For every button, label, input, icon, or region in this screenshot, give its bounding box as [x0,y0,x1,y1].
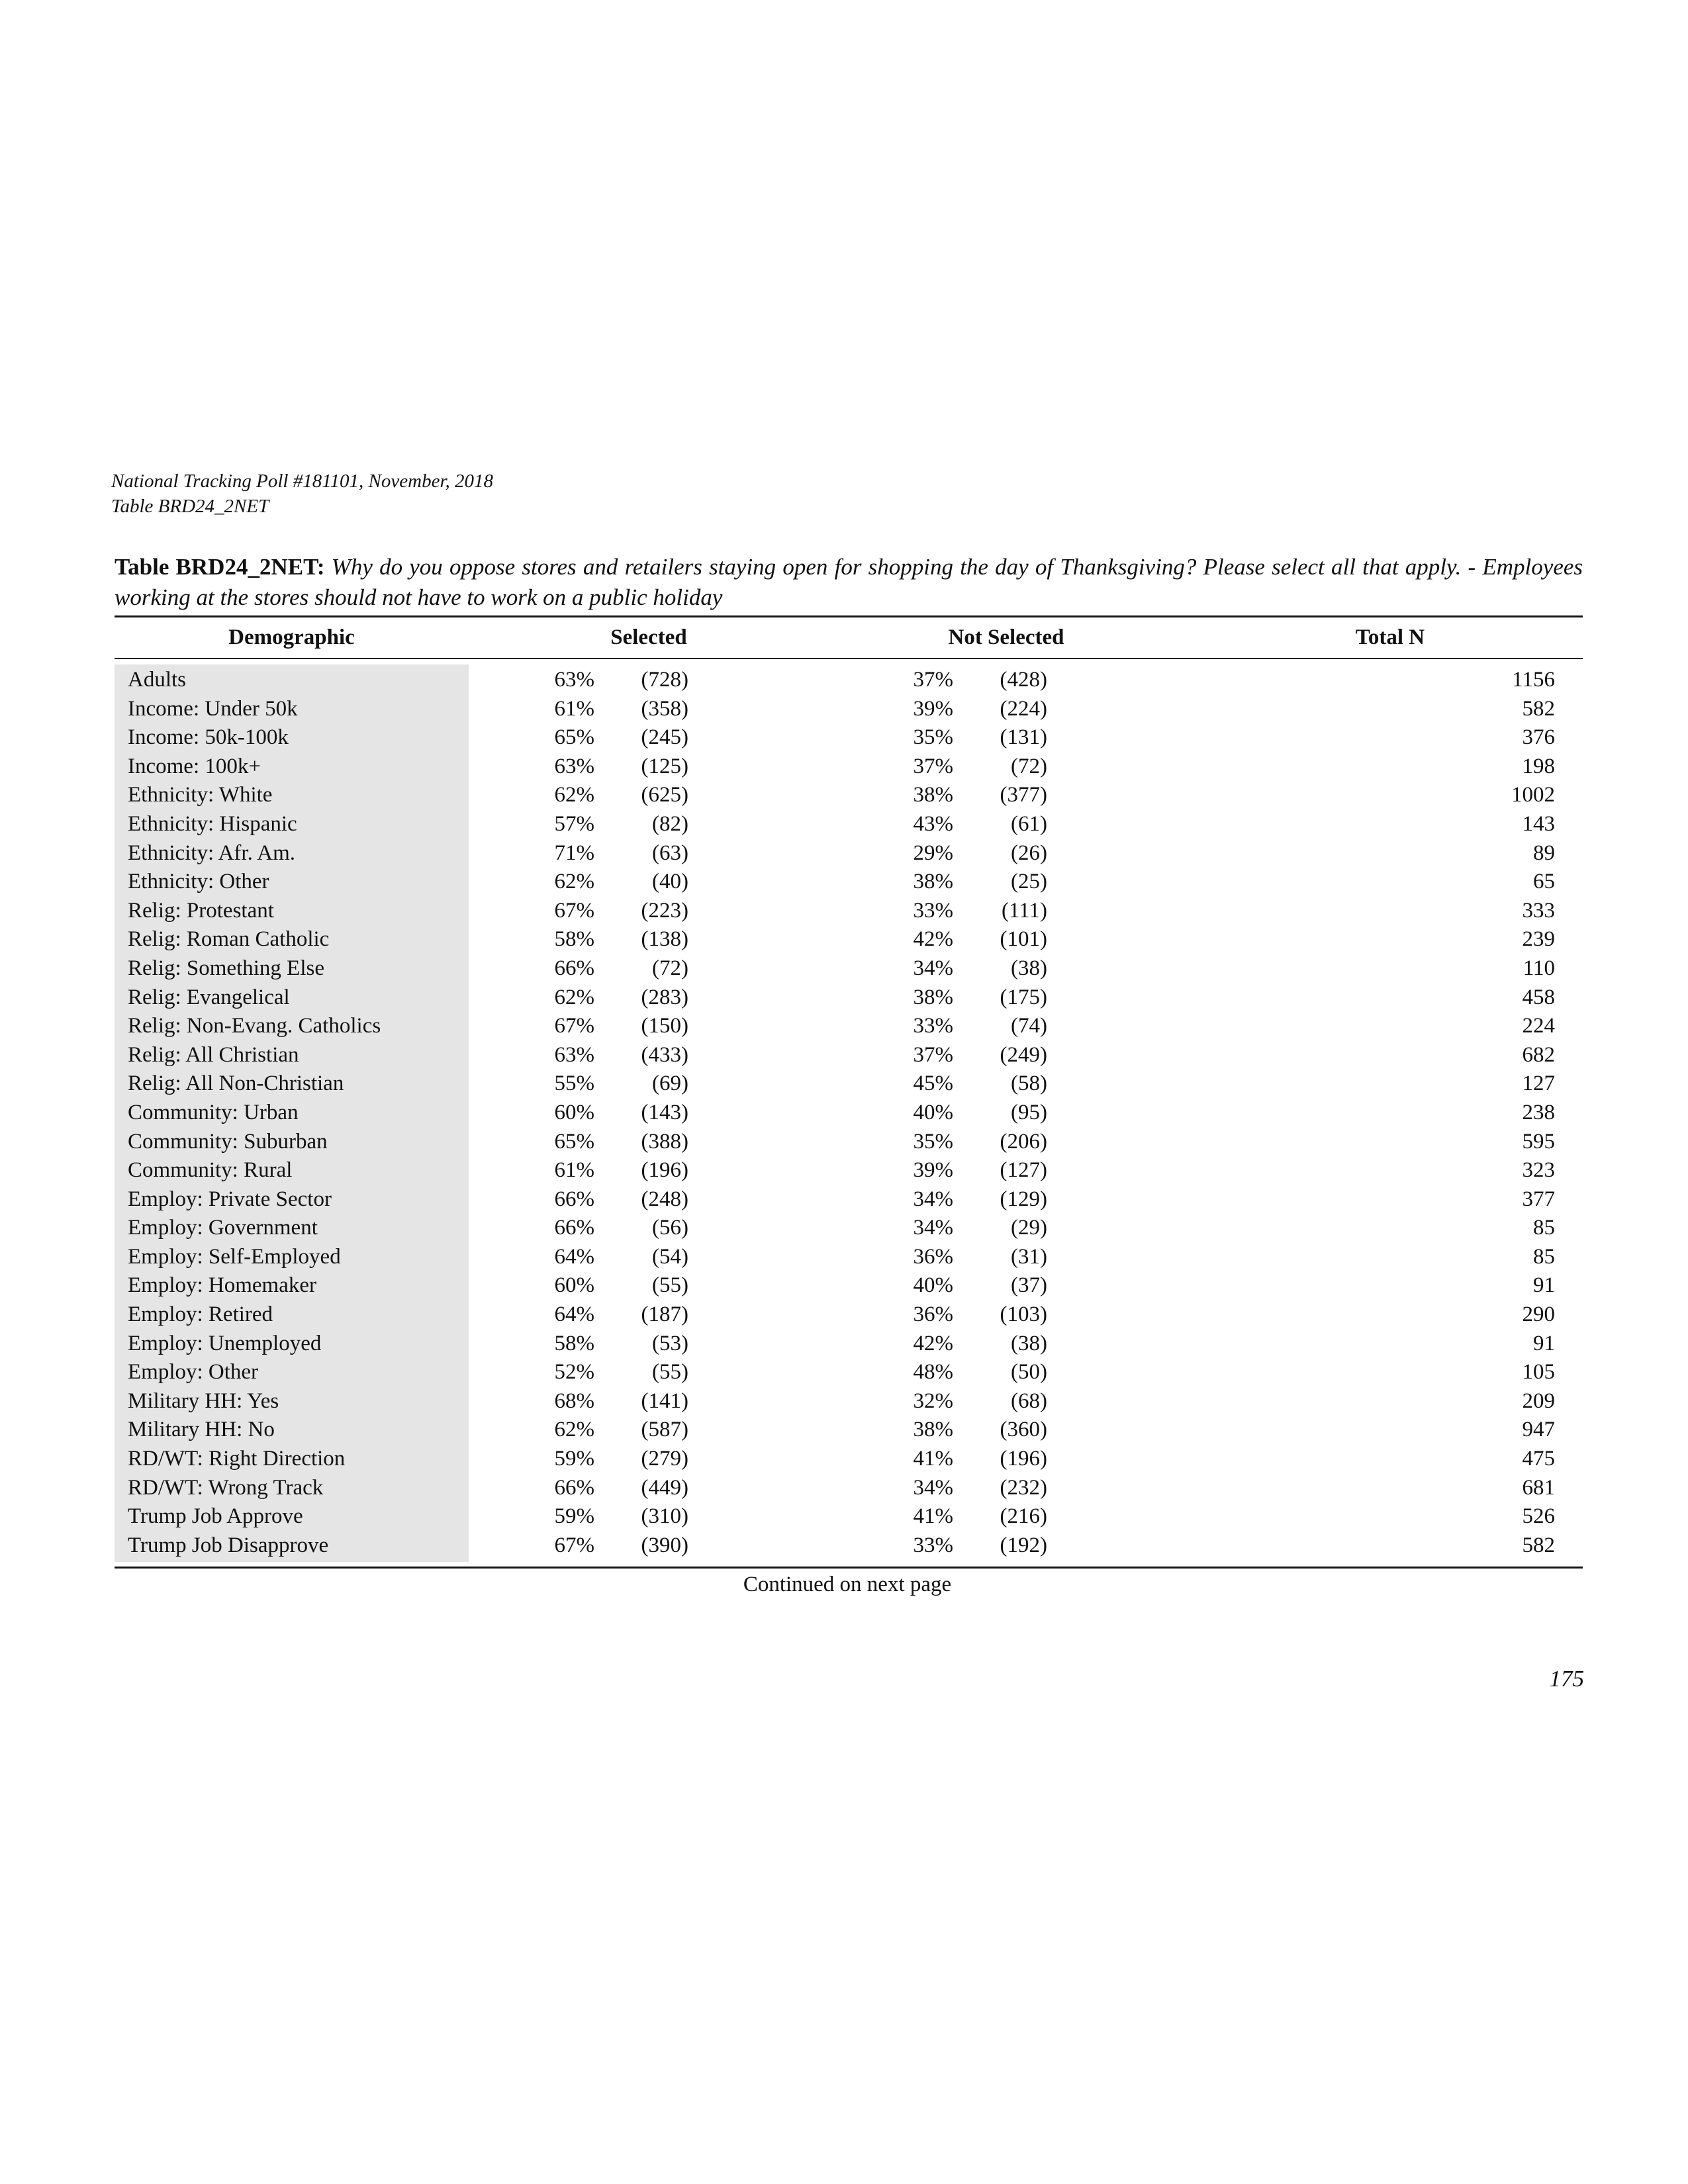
total-n-cell: 209 [1522,1388,1555,1413]
table-title-label: Table BRD24_2NET: [115,554,325,580]
selected-percent-cell: 62% [554,783,594,807]
table-row [0,1330,1688,1359]
selected-percent-cell: 71% [554,841,594,865]
not-selected-percent-cell: 38% [913,783,953,807]
not-selected-count-cell: (206) [1000,1129,1047,1154]
selected-count-cell: (283) [641,985,688,1009]
total-n-cell: 91 [1533,1331,1555,1355]
table-title-question: Why do you oppose stores and retailers staying open for shopping the day of Thanksgiving? Please select all that apply. - Employees working at the stores should not have to work on a public holiday [115,554,1583,610]
selected-count-cell: (143) [641,1100,688,1124]
selected-count-cell: (40) [652,870,688,894]
total-n-cell: 238 [1522,1100,1555,1124]
selected-count-cell: (587) [641,1418,688,1442]
demographic-cell: Trump Job Approve [128,1504,303,1529]
not-selected-count-cell: (131) [1000,725,1047,750]
selected-count-cell: (358) [641,696,688,721]
not-selected-count-cell: (428) [1000,668,1047,692]
total-n-cell: 333 [1522,898,1555,923]
selected-count-cell: (54) [652,1244,688,1269]
not-selected-count-cell: (95) [1011,1100,1047,1124]
selected-percent-cell: 52% [554,1360,594,1385]
not-selected-percent-cell: 38% [913,985,953,1009]
table-row [0,1041,1688,1070]
not-selected-percent-cell: 34% [913,956,953,980]
not-selected-percent-cell: 33% [913,1533,953,1557]
not-selected-percent-cell: 39% [913,1158,953,1183]
selected-percent-cell: 62% [554,985,594,1009]
selected-percent-cell: 59% [554,1447,594,1471]
report-header-title: National Tracking Poll #181101, November, 2018 [111,471,494,492]
total-n-cell: 377 [1522,1187,1555,1211]
not-selected-percent-cell: 32% [913,1388,953,1413]
total-n-cell: 105 [1522,1360,1555,1385]
table-row [0,1531,1688,1561]
demographic-cell: Employ: Unemployed [128,1331,322,1355]
not-selected-percent-cell: 41% [913,1447,953,1471]
demographic-cell: Employ: Government [128,1216,318,1240]
not-selected-percent-cell: 29% [913,841,953,865]
selected-percent-cell: 64% [554,1302,594,1327]
not-selected-count-cell: (38) [1011,1331,1047,1355]
selected-percent-cell: 66% [554,1187,594,1211]
demographic-cell: Trump Job Disapprove [128,1533,329,1557]
not-selected-percent-cell: 33% [913,1014,953,1038]
selected-count-cell: (187) [641,1302,688,1327]
not-selected-percent-cell: 34% [913,1475,953,1500]
not-selected-count-cell: (224) [1000,696,1047,721]
selected-percent-cell: 60% [554,1273,594,1298]
not-selected-percent-cell: 34% [913,1187,953,1211]
not-selected-percent-cell: 36% [913,1302,953,1327]
selected-percent-cell: 66% [554,956,594,980]
table-body [0,666,1688,1560]
column-header-selected: Selected [610,625,687,649]
not-selected-count-cell: (192) [1000,1533,1047,1557]
total-n-cell: 947 [1522,1418,1555,1442]
selected-percent-cell: 60% [554,1100,594,1124]
selected-count-cell: (56) [652,1216,688,1240]
not-selected-count-cell: (232) [1000,1475,1047,1500]
table-row [0,1214,1688,1243]
selected-percent-cell: 61% [554,1158,594,1183]
not-selected-count-cell: (360) [1000,1418,1047,1442]
demographic-cell: Military HH: No [128,1418,275,1442]
selected-count-cell: (625) [641,783,688,807]
total-n-cell: 458 [1522,985,1555,1009]
table-row [0,1128,1688,1157]
table-row [0,752,1688,782]
not-selected-percent-cell: 40% [913,1273,953,1298]
not-selected-count-cell: (129) [1000,1187,1047,1211]
not-selected-percent-cell: 33% [913,898,953,923]
not-selected-count-cell: (196) [1000,1447,1047,1471]
demographic-cell: Income: Under 50k [128,696,298,721]
table-row [0,1474,1688,1503]
selected-count-cell: (138) [641,927,688,952]
not-selected-percent-cell: 38% [913,1418,953,1442]
not-selected-percent-cell: 37% [913,754,953,778]
total-n-cell: 681 [1522,1475,1555,1500]
total-n-cell: 682 [1522,1042,1555,1067]
not-selected-count-cell: (111) [1001,898,1047,923]
not-selected-count-cell: (37) [1011,1273,1047,1298]
demographic-cell: Income: 100k+ [128,754,261,778]
total-n-cell: 376 [1522,725,1555,750]
total-n-cell: 1002 [1511,783,1555,807]
selected-percent-cell: 67% [554,1014,594,1038]
not-selected-percent-cell: 38% [913,870,953,894]
not-selected-count-cell: (29) [1011,1216,1047,1240]
not-selected-count-cell: (74) [1011,1014,1047,1038]
selected-percent-cell: 58% [554,1331,594,1355]
demographic-cell: Employ: Retired [128,1302,273,1327]
selected-count-cell: (125) [641,754,688,778]
selected-percent-cell: 68% [554,1388,594,1413]
demographic-cell: Relig: Something Else [128,956,324,980]
demographic-cell: Military HH: Yes [128,1388,279,1413]
total-n-cell: 198 [1522,754,1555,778]
selected-count-cell: (55) [652,1273,688,1298]
selected-count-cell: (72) [652,956,688,980]
table-row [0,723,1688,752]
selected-percent-cell: 67% [554,1533,594,1557]
table-row [0,839,1688,868]
not-selected-count-cell: (58) [1011,1071,1047,1096]
selected-percent-cell: 58% [554,927,594,952]
not-selected-count-cell: (72) [1011,754,1047,778]
selected-percent-cell: 65% [554,1129,594,1154]
total-n-cell: 91 [1533,1273,1555,1298]
not-selected-percent-cell: 36% [913,1244,953,1269]
selected-count-cell: (55) [652,1360,688,1385]
not-selected-count-cell: (127) [1000,1158,1047,1183]
not-selected-count-cell: (249) [1000,1042,1047,1067]
not-selected-count-cell: (38) [1011,956,1047,980]
selected-count-cell: (310) [641,1504,688,1529]
table-row [0,1156,1688,1185]
total-n-cell: 475 [1522,1447,1555,1471]
table-row [0,1502,1688,1531]
demographic-cell: Employ: Other [128,1360,259,1385]
selected-count-cell: (279) [641,1447,688,1471]
selected-count-cell: (63) [652,841,688,865]
selected-percent-cell: 65% [554,725,594,750]
not-selected-percent-cell: 41% [913,1504,953,1529]
total-n-cell: 65 [1533,870,1555,894]
selected-count-cell: (196) [641,1158,688,1183]
selected-count-cell: (245) [641,725,688,750]
continued-note: Continued on next page [743,1572,952,1596]
table-row [0,954,1688,983]
table-row [0,1099,1688,1128]
not-selected-percent-cell: 35% [913,1129,953,1154]
total-n-cell: 290 [1522,1302,1555,1327]
report-header-table-id: Table BRD24_2NET [111,496,269,517]
not-selected-count-cell: (103) [1000,1302,1047,1327]
selected-count-cell: (449) [641,1475,688,1500]
total-n-cell: 110 [1523,956,1555,980]
selected-percent-cell: 63% [554,668,594,692]
demographic-cell: Employ: Self-Employed [128,1244,341,1269]
demographic-cell: Employ: Homemaker [128,1273,317,1298]
demographic-cell: Relig: Roman Catholic [128,927,330,952]
selected-percent-cell: 67% [554,898,594,923]
selected-percent-cell: 62% [554,870,594,894]
table-title [115,552,1583,613]
not-selected-count-cell: (377) [1000,783,1047,807]
not-selected-count-cell: (101) [1000,927,1047,952]
selected-count-cell: (390) [641,1533,688,1557]
total-n-cell: 1156 [1512,668,1555,692]
selected-percent-cell: 59% [554,1504,594,1529]
column-header-total-n: Total N [1355,625,1425,649]
selected-percent-cell: 66% [554,1216,594,1240]
demographic-cell: Adults [128,668,187,692]
table-row [0,695,1688,724]
total-n-cell: 526 [1522,1504,1555,1529]
not-selected-count-cell: (216) [1000,1504,1047,1529]
not-selected-percent-cell: 39% [913,696,953,721]
table-row [0,983,1688,1013]
not-selected-percent-cell: 43% [913,811,953,836]
selected-count-cell: (248) [641,1187,688,1211]
demographic-cell: Ethnicity: Afr. Am. [128,841,295,865]
not-selected-percent-cell: 34% [913,1216,953,1240]
demographic-cell: Relig: Non-Evang. Catholics [128,1014,381,1038]
table-row [0,868,1688,897]
demographic-cell: Relig: All Non-Christian [128,1071,344,1096]
table-row [0,1012,1688,1041]
table-row [0,1271,1688,1300]
not-selected-count-cell: (175) [1000,985,1047,1009]
demographic-cell: Employ: Private Sector [128,1187,332,1211]
table-bottom-rule [115,1567,1583,1569]
selected-count-cell: (388) [641,1129,688,1154]
table-row [0,925,1688,954]
not-selected-count-cell: (25) [1011,870,1047,894]
not-selected-percent-cell: 45% [913,1071,953,1096]
demographic-cell: Community: Urban [128,1100,299,1124]
selected-count-cell: (433) [641,1042,688,1067]
selected-count-cell: (150) [641,1014,688,1038]
demographic-cell: Ethnicity: Hispanic [128,811,297,836]
table-row [0,1445,1688,1474]
selected-count-cell: (82) [652,811,688,836]
total-n-cell: 127 [1522,1071,1555,1096]
not-selected-count-cell: (31) [1011,1244,1047,1269]
table-row [0,781,1688,810]
demographic-cell: RD/WT: Right Direction [128,1447,346,1471]
total-n-cell: 595 [1522,1129,1555,1154]
not-selected-count-cell: (68) [1011,1388,1047,1413]
not-selected-count-cell: (26) [1011,841,1047,865]
not-selected-percent-cell: 37% [913,668,953,692]
total-n-cell: 224 [1522,1014,1555,1038]
demographic-cell: Income: 50k-100k [128,725,289,750]
table-row [0,1416,1688,1445]
demographic-cell: RD/WT: Wrong Track [128,1475,324,1500]
selected-percent-cell: 62% [554,1418,594,1442]
demographic-cell: Relig: All Christian [128,1042,299,1067]
table-row [0,810,1688,839]
selected-percent-cell: 61% [554,696,594,721]
table-row [0,666,1688,695]
selected-count-cell: (141) [641,1388,688,1413]
table-header-rule [115,658,1583,659]
table-row [0,1387,1688,1416]
total-n-cell: 143 [1522,811,1555,836]
column-header-not-selected: Not Selected [948,625,1064,649]
not-selected-percent-cell: 37% [913,1042,953,1067]
selected-count-cell: (53) [652,1331,688,1355]
demographic-cell: Ethnicity: White [128,783,273,807]
total-n-cell: 323 [1522,1158,1555,1183]
table-row [0,1185,1688,1214]
column-header-demographic: Demographic [228,625,355,649]
demographic-cell: Community: Suburban [128,1129,328,1154]
not-selected-percent-cell: 42% [913,927,953,952]
page-number: 175 [1549,1666,1584,1692]
total-n-cell: 85 [1533,1216,1555,1240]
selected-percent-cell: 57% [554,811,594,836]
table-top-rule [115,615,1583,617]
selected-count-cell: (223) [641,898,688,923]
not-selected-percent-cell: 40% [913,1100,953,1124]
demographic-cell: Relig: Evangelical [128,985,290,1009]
total-n-cell: 85 [1533,1244,1555,1269]
selected-percent-cell: 64% [554,1244,594,1269]
not-selected-percent-cell: 48% [913,1360,953,1385]
table-row [0,897,1688,926]
selected-count-cell: (728) [641,668,688,692]
table-row [0,1243,1688,1272]
not-selected-count-cell: (61) [1011,811,1047,836]
selected-percent-cell: 63% [554,754,594,778]
not-selected-percent-cell: 35% [913,725,953,750]
selected-percent-cell: 63% [554,1042,594,1067]
demographic-cell: Community: Rural [128,1158,293,1183]
total-n-cell: 582 [1522,696,1555,721]
not-selected-count-cell: (50) [1011,1360,1047,1385]
selected-count-cell: (69) [652,1071,688,1096]
not-selected-percent-cell: 42% [913,1331,953,1355]
demographic-cell: Relig: Protestant [128,898,274,923]
total-n-cell: 89 [1533,841,1555,865]
table-row [0,1358,1688,1387]
table-row [0,1069,1688,1099]
total-n-cell: 582 [1522,1533,1555,1557]
table-row [0,1300,1688,1330]
selected-percent-cell: 66% [554,1475,594,1500]
selected-percent-cell: 55% [554,1071,594,1096]
demographic-cell: Ethnicity: Other [128,870,269,894]
total-n-cell: 239 [1522,927,1555,952]
